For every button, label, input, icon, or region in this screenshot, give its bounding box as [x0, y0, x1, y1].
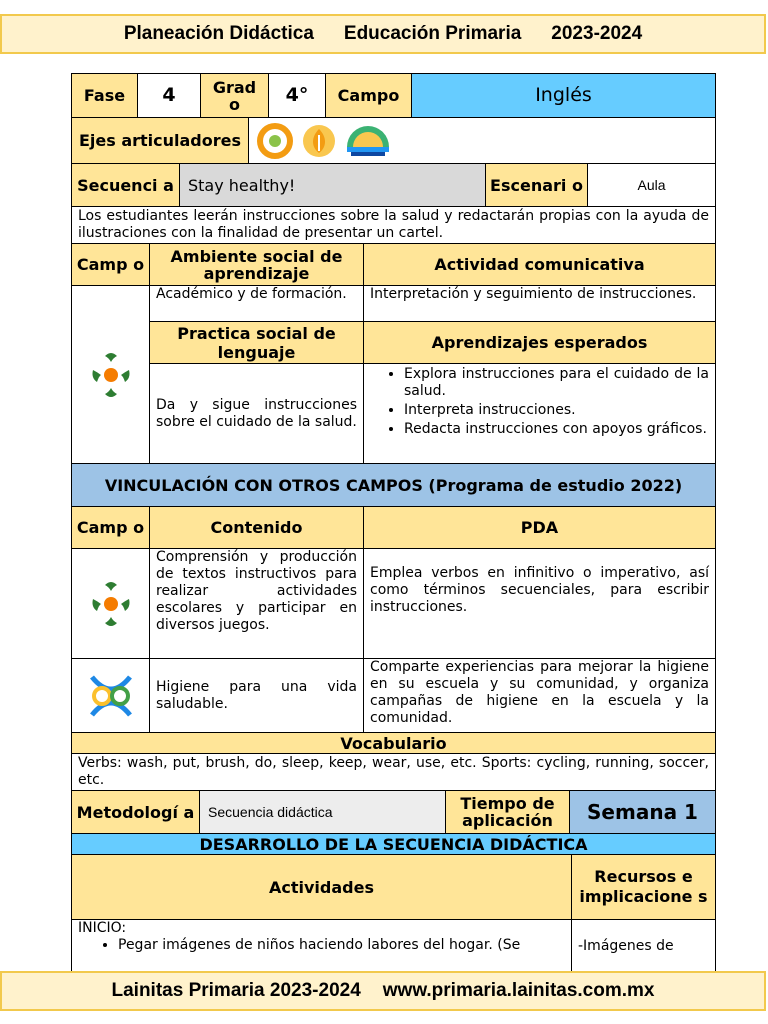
vinc-campo-header: Camp o [72, 507, 150, 548]
actividad-header: Actividad comunicativa [364, 244, 715, 285]
metodologia-label: Metodologí a [72, 791, 200, 833]
description-row [72, 207, 715, 244]
inicio-cell [72, 920, 572, 972]
saberes-icon [86, 671, 136, 721]
metodologia-value: Secuencia didáctica [200, 791, 446, 833]
practica-header: Practica social de lenguaje [150, 322, 363, 364]
tiempo-label: Tiempo de aplicación [446, 791, 570, 833]
header-level: Educación Primaria [343, 23, 522, 44]
fase-label: Fase [72, 74, 138, 117]
ejes-icons [249, 118, 715, 163]
aprendizaje-item: • Interpreta instrucciones. [404, 402, 709, 419]
campo-column-header: Camp o [72, 244, 150, 285]
description-text: Los estudiantes leerán instrucciones sobre la salud y redactarán propias con la ayuda de ilustraciones con la finalidad de presentar un cartel. [78, 208, 709, 241]
aprendizajes-header: Aprendizajes esperados [364, 322, 715, 364]
contenido-value: Comprensión y producción de textos instructivos para realizar actividades escolares y participar en diversos juegos. [150, 549, 364, 658]
pda-header: PDA [364, 507, 715, 548]
grado-label: Grad o [201, 74, 269, 117]
secuencia-value: Stay healthy! [180, 164, 486, 206]
footer-url: www.primaria.lainitas.com.mx [382, 980, 655, 1001]
actividad-value: Interpretación y seguimiento de instrucciones. [364, 286, 715, 322]
metodologia-row [72, 791, 715, 834]
lenguajes-icon [91, 348, 131, 402]
contenido-header: Contenido [150, 507, 364, 548]
vocabulario-title-row [72, 733, 715, 754]
vinculacion-row [72, 659, 715, 733]
aprendizajes-list [364, 364, 715, 463]
campo-label: Campo [326, 74, 412, 117]
section1-header-row [72, 244, 715, 286]
section1-body [72, 286, 715, 464]
fase-value: 4 [138, 74, 201, 117]
header-banner [0, 14, 766, 54]
vocabulario-text-row [72, 754, 715, 791]
ejes-label: Ejes articuladores [72, 118, 249, 163]
info-row-fase [72, 74, 715, 118]
vocabulario-text: Verbs: wash, put, brush, do, sleep, keep, wear, use, etc. Sports: cycling, running, soccer, etc. [78, 755, 709, 788]
recursos-header: Recursos e implicacione s [572, 855, 715, 919]
lenguajes-icon [91, 577, 131, 631]
pda-value: Emplea verbos en infinitivo o imperativo, así como términos secuenciales, para escribir instrucciones. [370, 565, 709, 615]
grado-value: 4° [269, 74, 326, 117]
header-year: 2023-2024 [551, 23, 643, 44]
header-title: Planeación Didáctica [123, 23, 314, 44]
secuencia-label: Secuenci a [72, 164, 180, 206]
planning-table [71, 73, 716, 973]
footer-site-name: Lainitas Primaria 2023-2024 [111, 980, 361, 1001]
inicio-row [72, 920, 715, 973]
inicio-item: • Pegar imágenes de niños haciendo labores del hogar. (Se [118, 937, 520, 954]
inicio-label: INICIO: [78, 920, 127, 936]
vinc-campo-cell [72, 659, 150, 732]
desarrollo-title-row [72, 834, 715, 855]
eje-pensamiento-critico-icon [343, 123, 393, 159]
eje-interculturalidad-icon [299, 123, 339, 159]
vinculacion-title-row [72, 464, 715, 507]
actividad-aprendizajes-column [364, 286, 715, 463]
pda-value: Comparte experiencias para mejorar la higiene en su escuela y su comunidad, y organiza campañas de higiene en la escuela y la comunidad. [370, 659, 709, 726]
vinculacion-row [72, 549, 715, 659]
aprendizaje-item: • Redacta instrucciones con apoyos gráficos. [404, 421, 709, 438]
vocabulario-title: Vocabulario [72, 733, 715, 753]
actividades-header: Actividades [72, 855, 572, 919]
eje-inclusion-icon [255, 123, 295, 159]
tiempo-value: Semana 1 [570, 791, 715, 833]
escenario-value: Aula [637, 176, 666, 193]
footer-banner [0, 971, 766, 1011]
recurso-item: -Imágenes de [578, 937, 674, 954]
desarrollo-title: DESARROLLO DE LA SECUENCIA DIDÁCTICA [72, 834, 715, 854]
campo-lenguajes-cell [72, 286, 150, 463]
practica-value: Da y sigue instrucciones sobre el cuidado de la salud. [156, 396, 357, 430]
info-row-ejes [72, 118, 715, 164]
campo-value: Inglés [412, 74, 715, 117]
vinculacion-title: VINCULACIÓN CON OTROS CAMPOS (Programa de estudio 2022) [72, 464, 715, 506]
info-row-secuencia [72, 164, 715, 207]
vinculacion-header-row [72, 507, 715, 549]
ambiente-practica-column [150, 286, 364, 463]
aprendizaje-item: • Explora instrucciones para el cuidado de la salud. [404, 366, 709, 400]
escenario-label: Escenari o [486, 164, 588, 206]
ambiente-value: Académico y de formación. [150, 286, 363, 322]
actividades-header-row [72, 855, 715, 920]
ambiente-header: Ambiente social de aprendizaje [150, 244, 364, 285]
vinc-campo-cell [72, 549, 150, 658]
contenido-value: Higiene para una vida saludable. [150, 659, 364, 732]
